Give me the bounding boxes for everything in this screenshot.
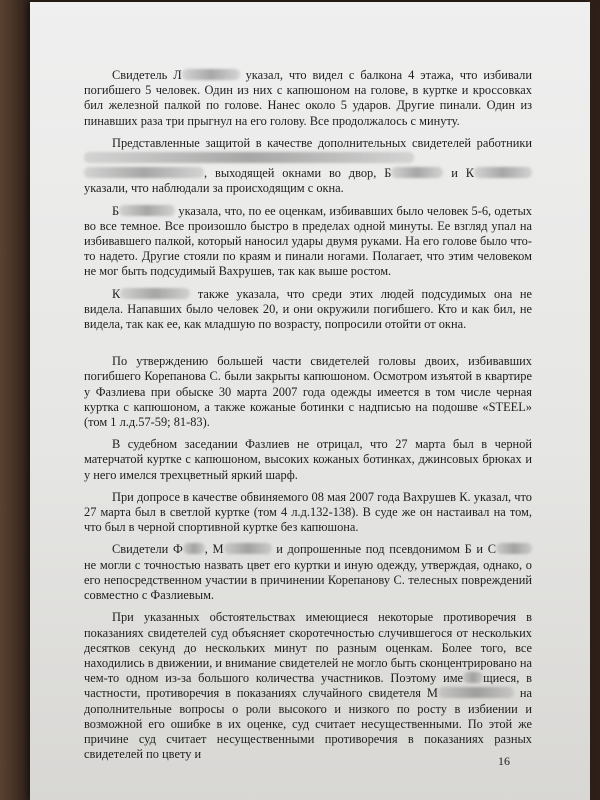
redacted-name [182,69,240,80]
redacted-name [391,167,443,178]
paragraph-pseudonym-witnesses: Свидетели Ф , М и допрошенные под псевдонимом Б и С не могли с точностью назвать цвет его куртки и иную одежду, утверждая, однако, о его непосредственном участии в причинении Корепанову С. телесных повреждений совместно с Фазлиевым. [84,542,532,603]
paragraph-witness-b: Б указала, что, по ее оценкам, избивавших было человек 5-6, одетых во все темное. Все произошло быстро в пределах одной минуты. Ее взгляд упал на избивавшего палкой, который наносил удары двумя руками. На его голове было что-то надето. Другие стояли по краям и пинали ногами. Полагает, что этим человеком не мог быть подсудимый Вахрушев, так как выше ростом. [84,203,532,279]
redacted-fragment [463,672,483,683]
redacted-address [84,167,204,178]
paragraph-witness-k: К также указала, что среди этих людей подсудимых она не видела. Напавших было человек 20, и они окружили погибшего. Кто и как бил, не видела, так как ее, как младшую по возрасту, попросили отойти от окна. [84,286,532,332]
page-number: 16 [498,754,510,768]
redacted-organization [84,152,414,163]
redacted-name [474,167,532,178]
redacted-name [224,543,272,554]
redacted-name [183,543,205,554]
redacted-name [438,687,514,698]
paragraph-fazliev-clothing: В судебном заседании Фазлиев не отрицал, что 27 марта был в черной матерчатой куртке с капюшоном, высоких кожаных ботинках, джинсовых брюках и у него имелся трехцветный яркий шарф. [84,437,532,482]
document-page [30,2,590,800]
redacted-name [119,205,175,216]
paragraph-court-assessment: При указанных обстоятельствах имеющиеся некоторые противоречия в показаниях свидетелей суд объясняет скоротечностью случившегося от нескольких десятков секунд до нескольких минут по разным оценкам. Более того, все находились в движении, и внимание свидетелей не могло быть сконцентрировано на чем-то одном из-за большого количества участников. Поэтому име щиеся, в частности, противоречия в показаниях случайного свидетеля М на дополнительные вопросы о роли высокого и низкого по росту в избиении и возможной его ошибке в их оценке, суд считает несущественными. По этой же причине суд считает несущественными противоречия в показаниях разных свидетелей по цвету и [84,610,532,762]
redacted-name [496,543,532,554]
paragraph-defense-witnesses: Представленные защитой в качестве дополнительных свидетелей работники , выходящей окнами во двор, Б и К указали, что наблюдали за происходящим с окна. [84,135,532,196]
paragraph-vakhrushev-interrogation: При допросе в качестве обвиняемого 08 мая 2007 года Вахрушев К. указал, что 27 марта был в светлой куртке (том 4 л.д.132-138). В суде же он настаивал на том, что был в черной спортивной куртке без капюшона. [84,489,532,535]
paragraph-witness-l: Свидетель Л указал, что видел с балкона 4 этажа, что избивали погибшего 5 человек. Один из них с капюшоном на голове, в куртке и кроссовках бил железной палкой по голове. Нанес около 5 ударов. Другие пинали. Один из пинавших раза три прыгнул на его голову. Все продолжалось с минуту. [84,68,532,128]
paragraph-hoods: По утверждению большей части свидетелей головы двоих, избивавших погибшего Корепанова С. были закрыты капюшоном. Осмотром изъятой в квартире у Фазлиева при обыске 30 марта 2007 года одежды имеется в том числе черная куртка с капюшоном, а также кожаные ботинки с надписью на подошве «STEEL» (том 1 л.д.57-59; 81-83). [84,354,532,430]
document-body [84,68,532,769]
redacted-name [120,288,190,299]
